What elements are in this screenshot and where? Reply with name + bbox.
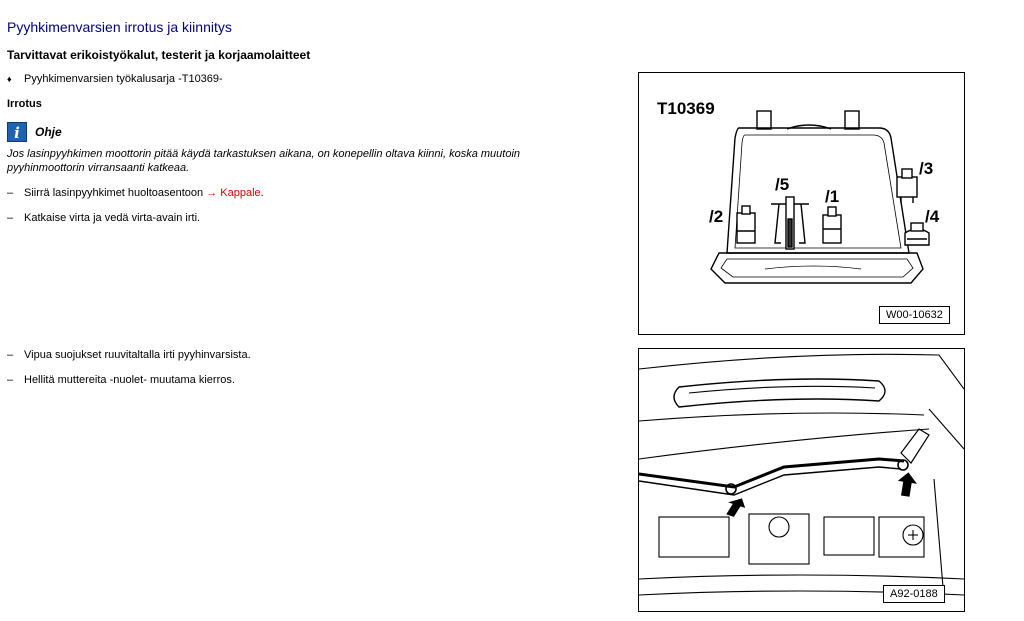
part-label: /2 [709,207,724,226]
step-item [7,349,251,361]
part-label: /3 [919,159,934,178]
dash-marker: – [7,187,14,199]
wiper-arm-figure [638,348,965,612]
figure-title: T10369 [657,99,715,118]
page-title: Pyyhkimenvarsien irrotus ja kiinnitys [7,19,232,35]
dash-marker: – [7,374,14,386]
info-icon: i [7,122,27,142]
note-header [7,121,62,143]
part-label: /5 [775,175,790,194]
step-text: Katkaise virta ja vedä virta-avain irti. [24,212,201,224]
engine-bay-illustration [639,349,964,611]
step-item [7,212,200,224]
section-heading: Irrotus [7,98,42,110]
step-text: Vipua suojukset ruuvitaltalla irti pyyhinvarsista. [24,349,251,361]
part-label: /4 [925,207,940,226]
step-item [7,187,264,199]
tool-kit-figure [638,72,965,335]
step-item [7,374,235,386]
figure-code: A92-0188 [883,585,945,603]
tool-kit-illustration [639,73,964,334]
step-text: Siirrä lasinpyyhkimet huoltoasentoon [24,187,207,199]
part-label: /1 [825,187,840,206]
note-label: Ohje [35,125,62,139]
chapter-link[interactable]: → Kappale [206,187,261,199]
step-text: Hellitä muttereita -nuolet- muutama kierros. [24,374,235,386]
figure-code: W00-10632 [879,306,950,324]
tool-item-text: Pyyhkimenvarsien työkalusarja -T10369- [24,73,223,85]
step-end: . [260,187,264,199]
dash-marker: – [7,349,14,361]
tool-list-item [7,73,223,85]
dash-marker: – [7,212,14,224]
tools-heading: Tarvittavat erikoistyökalut, testerit ja korjaamolaitteet [7,48,311,62]
bullet-icon: ♦ [7,74,12,84]
note-text: Jos lasinpyyhkimen moottorin pitää käydä tarkastuksen aikana, on konepellin oltava kiinni, koska muutoin pyyhinmoottorin virransaanti katkeaa. [7,148,521,174]
